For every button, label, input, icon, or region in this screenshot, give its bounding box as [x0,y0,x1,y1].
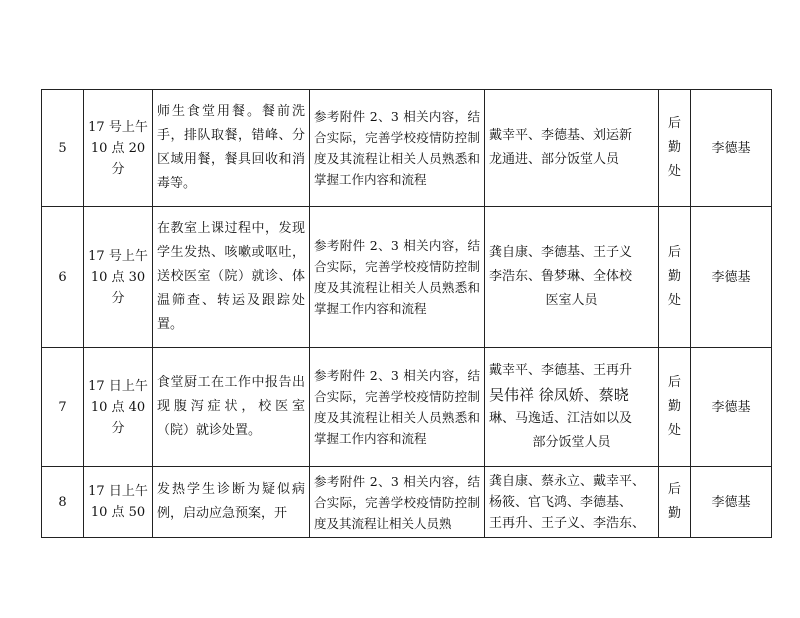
table-row [42,467,772,538]
schedule-table [41,89,772,538]
leader-cell: 李德基 [691,207,772,348]
department-cell: 后 勤 处 [659,348,691,467]
leader-cell: 李德基 [691,90,772,207]
leader-cell: 李德基 [691,467,772,538]
staff-cell: 戴幸平、李德基、王再升 吴伟祥 徐凤娇、蔡晓 琳、马逸适、江洁如以及 部分饭堂人员 [485,348,659,467]
staff-cell: 龚自康、蔡永立、戴幸平、 杨筱、官飞鸿、李德基、 王再升、王子义、李浩东、 [485,467,659,538]
time-cell: 17 号上午 10 点 20 分 [84,90,153,207]
row-number: 5 [42,90,84,207]
task-cell: 食堂厨工在工作中报告出现腹泻症状，校医室（院）就诊处置。 [153,348,310,467]
row-number: 8 [42,467,84,538]
requirement-cell: 参考附件 2、3 相关内容，结合实际，完善学校疫情防控制度及其流程让相关人员熟 [310,467,485,538]
task-cell: 师生食堂用餐。餐前洗手，排队取餐，错峰、分区域用餐，餐具回收和消毒等。 [153,90,310,207]
department-cell: 后 勤 处 [659,207,691,348]
table-row [42,207,772,348]
leader-cell: 李德基 [691,348,772,467]
time-cell: 17 日上午 10 点 40 分 [84,348,153,467]
staff-cell: 龚自康、李德基、王子义 李浩东、鲁梦琳、全体校 医室人员 [485,207,659,348]
row-number: 7 [42,348,84,467]
requirement-cell: 参考附件 2、3 相关内容，结合实际，完善学校疫情防控制度及其流程让相关人员熟悉和掌握工作内容和流程 [310,348,485,467]
staff-cell: 戴幸平、李德基、刘运新 龙通进、部分饭堂人员 [485,90,659,207]
department-cell: 后 勤 处 [659,90,691,207]
department-cell: 后 勤 [659,467,691,538]
time-cell: 17 日上午 10 点 50 [84,467,153,538]
table-row [42,90,772,207]
requirement-cell: 参考附件 2、3 相关内容，结合实际，完善学校疫情防控制度及其流程让相关人员熟悉和掌握工作内容和流程 [310,207,485,348]
task-cell: 发热学生诊断为疑似病例，启动应急预案，开 [153,467,310,538]
table-row [42,348,772,467]
task-cell: 在教室上课过程中，发现学生发热、咳嗽或呕吐，送校医室（院）就诊、体温筛查、转运及跟踪处置。 [153,207,310,348]
requirement-cell: 参考附件 2、3 相关内容，结合实际，完善学校疫情防控制度及其流程让相关人员熟悉和掌握工作内容和流程 [310,90,485,207]
row-number: 6 [42,207,84,348]
time-cell: 17 号上午 10 点 30 分 [84,207,153,348]
